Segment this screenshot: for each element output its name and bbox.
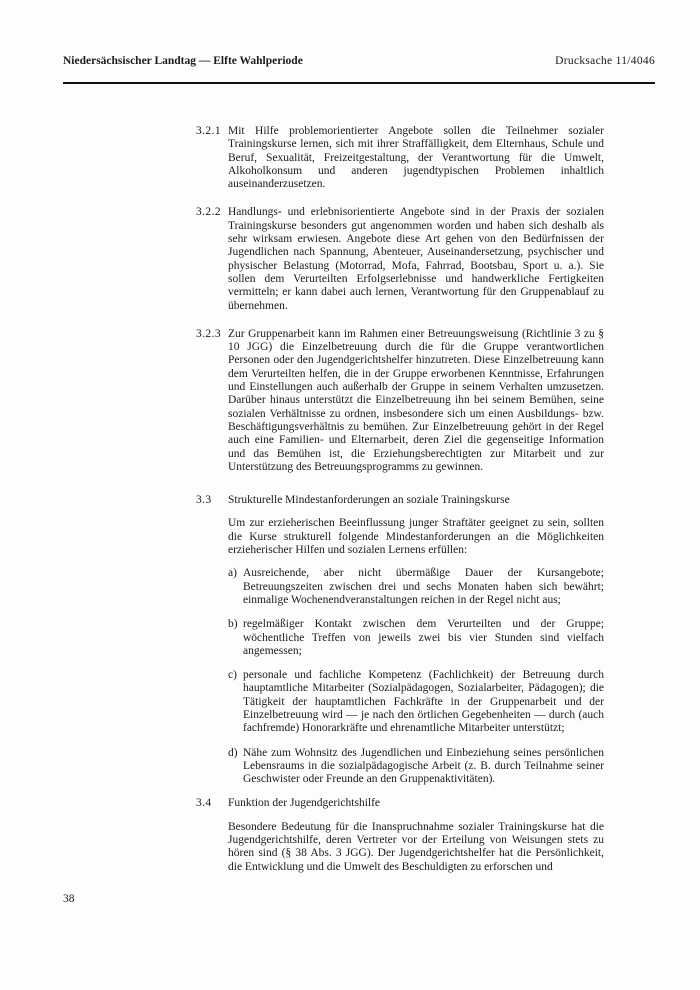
requirement-item — [196, 669, 604, 735]
requirement-item — [196, 567, 604, 607]
section-text: Zur Gruppenarbeit kann im Rahmen einer Betreuungsweisung (Richtlinie 3 zu § 10 JGG) die Einzelbetreuung durch die für die Gruppe verantwortlichen Personen oder den Jugendgerichtshelfer hinzutreten. Diese Einzelbetreuung kann dem Verurteilten helfen, die in der Gruppe erworbenen Kenntnisse, Erfahrungen und Einstellungen auch außerhalb der Gruppe in seinem Verhalten umzusetzen. Darüber hinaus unterstützt die Einzelbetreuung ihn bei seinem Bemühen, seine sozialen Verhältnisse zu ordnen, insbesondere sich um einen Ausbildungs- bzw. Beschäftigungsverhältnis zu bemühen. Zur Einzelbetreuung gehört in der Regel auch eine Familien- und Elternarbeit, deren Ziel die gegenseitige Information und das Bemühen ist, die Erziehungsberechtigten zur Mitarbeit und zur Unterstützung des Betreuungsprogramms zu gewinnen. — [228, 327, 604, 473]
section-number: 3.2.3 — [196, 327, 221, 340]
item-text: Nähe zum Wohnsitz des Jugendlichen und Einbeziehung seines persönlichen Lebensraums in die sozialpädagogische Arbeit (z. B. durch Teilnahme seiner Geschwister oder Freunde an den Gruppenaktivitäten). — [243, 746, 604, 786]
item-label: a) — [228, 567, 237, 580]
section-number: 3.2.1 — [196, 125, 221, 137]
section-number: 3.3 — [196, 494, 212, 507]
item-label: c) — [228, 669, 237, 682]
section-number: 3.4 — [196, 797, 212, 810]
document-body — [196, 125, 604, 884]
document-number: Drucksache 11/4046 — [555, 55, 655, 67]
page-number: 38 — [63, 893, 75, 905]
section-3-4-text: Besondere Bedeutung für die Inanspruchnahme sozialer Trainingskurse hat die Jugendgerichtshilfe, deren Vertreter vor der Erteilung von Weisungen stets zu hören sind (§ 38 Abs. 3 JGG). Der Jugendgerichtshelfer hat die Persönlichkeit, die Entwicklung und die Umwelt des Beschuldigten zu erforschen und — [228, 820, 604, 873]
item-text: Ausreichende, aber nicht übermäßige Dauer der Kursangebote; Betreuungszeiten zwischen drei und sechs Monaten haben sich bewährt; einmalige Wochenendveranstaltungen reichen in der Regel nicht aus; — [243, 567, 604, 606]
header-title: Niedersächsischer Landtag — Elfte Wahlperiode — [63, 55, 303, 67]
requirement-item — [196, 747, 604, 787]
section-3-2-3 — [196, 328, 604, 474]
section-title: Strukturelle Mindestanforderungen an soziale Trainingskurse — [228, 494, 510, 507]
item-label: d) — [228, 746, 238, 759]
item-text: personale und fachliche Kompetenz (Fachlichkeit) der Betreuung durch hauptamtliche Mitarbeiter (Sozialpädagogen, Sozialarbeiter, Pädagogen); die Tätigkeit der hauptamtlichen Fachkräfte in der Gruppenarbeit und der Einzelbetreuung wird — je nach den örtlichen Gegebenheiten — durch (auch fachfremde) Honorarkräfte und ehrenamtliche Mitarbeiter unterstützt; — [243, 669, 604, 735]
page-header — [63, 55, 655, 77]
section-3-2-2 — [196, 206, 604, 312]
section-3-3-intro: Um zur erzieherischen Beeinflussung junger Straftäter geeignet zu sein, sollten die Kurse strukturell folgende Mindestanforderungen an die Möglichkeiten erzieherischer Hilfen und sozialen Lernens erfüllen: — [228, 517, 604, 557]
section-text: Handlungs- und erlebnisorientierte Angebote sind in der Praxis der sozialen Trainingskurse besonders gut angenommen worden und haben sich deshalb als sehr wirksam erwiesen. Angebote diese Art gehen von den Bedürfnissen der Jugendlichen nach Spannung, Abenteuer, Auseinandersetzung, psychischer und physischer Belastung (Motorrad, Mofa, Fahrrad, Bootsbau, Sport u. a.). Sie sollen dem Verurteilten Erfolgserlebnisse und handwerkliche Fertigkeiten vermitteln; er kann dabei auch lernen, Verantwortung für den Gruppenablauf zu übernehmen. — [228, 206, 604, 312]
item-text: regelmäßiger Kontakt zwischen dem Verurteilten und der Gruppe; wöchentliche Treffen von jeweils zwei bis vier Stunden sind vielfach angemessen; — [243, 618, 604, 657]
header-rule — [63, 82, 655, 84]
item-label: b) — [228, 618, 238, 631]
section-number: 3.2.2 — [196, 206, 221, 219]
section-3-3-heading — [196, 494, 604, 507]
section-3-2-1 — [196, 125, 604, 191]
section-title: Funktion der Jugendgerichtshilfe — [228, 797, 381, 810]
section-text: Mit Hilfe problemorientierter Angebote sollen die Teilnehmer sozialer Trainingskurse lernen, sich mit ihrer Straffälligkeit, dem Elternhaus, Schule und Beruf, Sexualität, Freizeitgestaltung, der Verantwortung für die Umwelt, Alkoholkonsum und anderen jugendtypischen Problemen inhaltlich auseinanderzusetzen. — [228, 125, 604, 191]
section-3-4-heading — [196, 797, 604, 810]
requirement-item — [196, 618, 604, 658]
